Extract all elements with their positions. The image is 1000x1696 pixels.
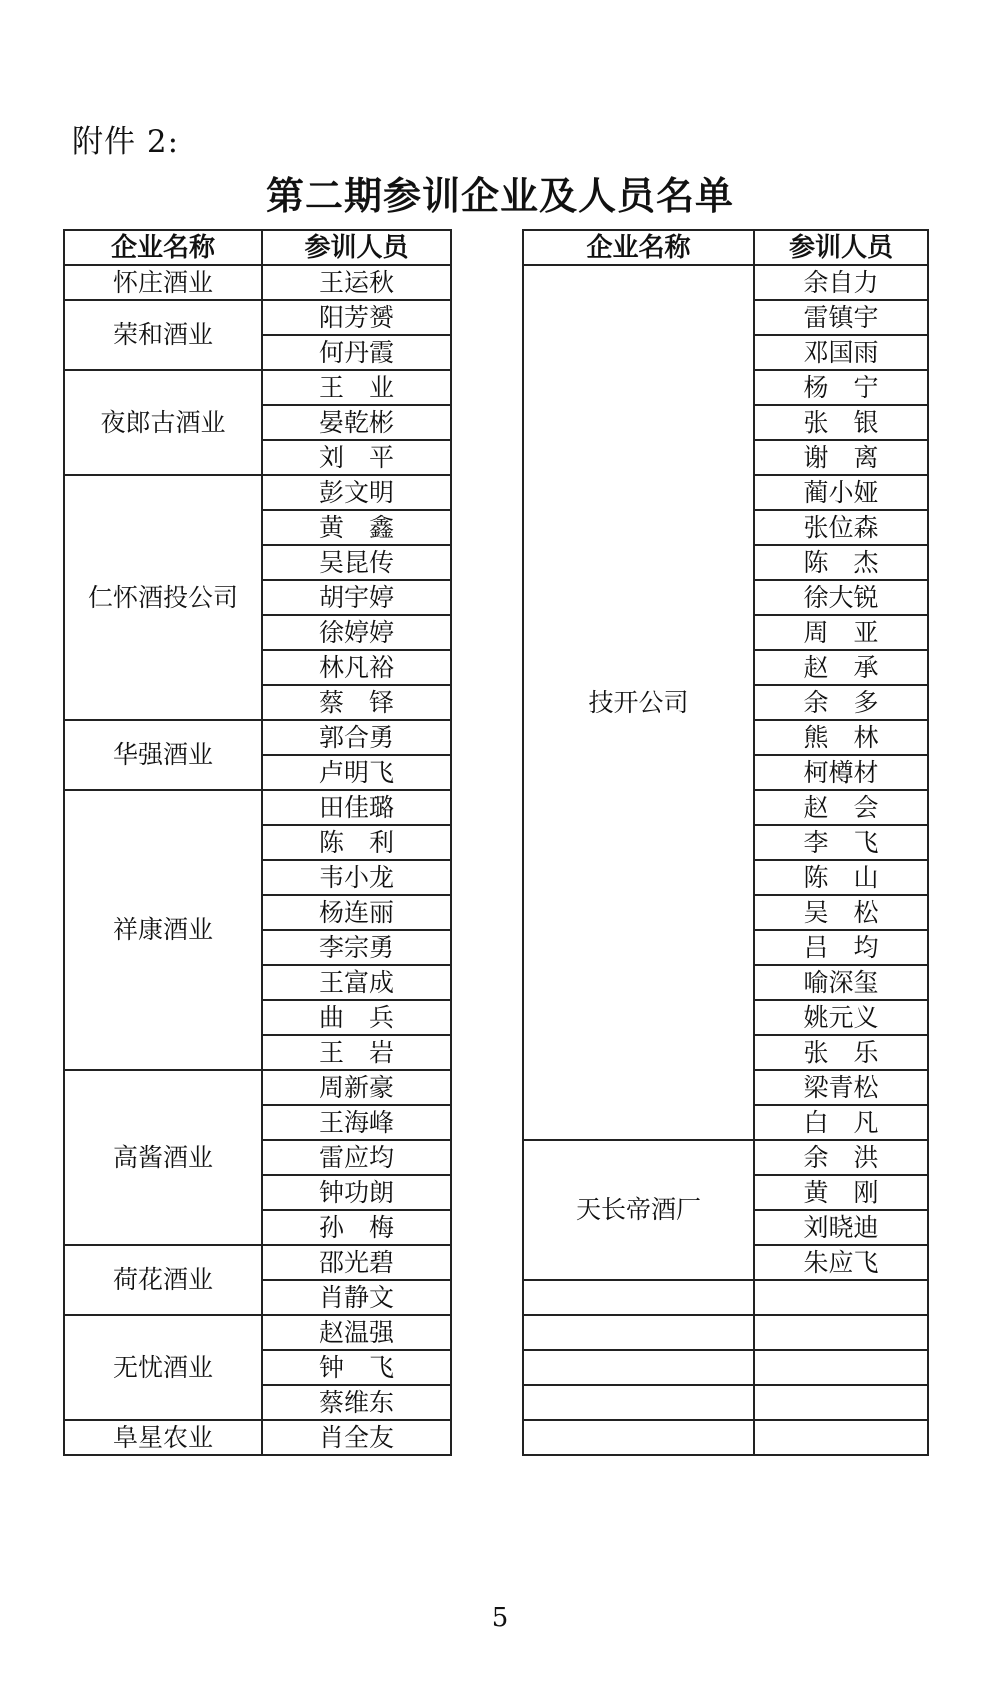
trainee-name-cell: 陈 山 [754,860,928,895]
company-name-cell: 荣和酒业 [64,300,262,370]
column-header-company: 企业名称 [64,230,262,265]
right-header-row [523,230,928,265]
trainee-name-cell: 胡宇婷 [262,580,451,615]
trainee-name-cell: 孙 梅 [262,1210,451,1245]
attachment-label: 附件 2: [72,124,180,160]
table-row [64,475,451,510]
trainee-name-cell: 蔡 铎 [262,685,451,720]
trainee-name-cell: 雷镇宇 [754,300,928,335]
trainee-name-cell: 徐婷婷 [262,615,451,650]
trainee-name-cell: 姚元义 [754,1000,928,1035]
trainee-name-cell: 朱应飞 [754,1245,928,1280]
trainee-name-cell: 王 业 [262,370,451,405]
blank-company-cell [523,1385,754,1420]
trainee-name-cell: 林凡裕 [262,650,451,685]
company-name-cell: 怀庄酒业 [64,265,262,300]
trainee-name-cell: 杨连丽 [262,895,451,930]
trainee-name-cell: 钟功朗 [262,1175,451,1210]
company-name-cell: 仁怀酒投公司 [64,475,262,720]
trainee-name-cell: 雷应均 [262,1140,451,1175]
trainee-name-cell: 韦小龙 [262,860,451,895]
blank-company-cell [523,1315,754,1350]
column-header-trainees: 参训人员 [754,230,928,265]
blank-trainee-cell [754,1315,928,1350]
trainee-name-cell: 王富成 [262,965,451,1000]
table-row [523,1140,928,1175]
table-row [64,790,451,825]
table-row [64,370,451,405]
company-name-cell: 阜星农业 [64,1420,262,1455]
table-row [64,1245,451,1280]
table-row [523,265,928,300]
blank-row [523,1385,928,1420]
trainee-name-cell: 张位森 [754,510,928,545]
trainee-name-cell: 黄 鑫 [262,510,451,545]
trainee-name-cell: 蔺小娅 [754,475,928,510]
trainee-name-cell: 陈 杰 [754,545,928,580]
trainee-name-cell: 王海峰 [262,1105,451,1140]
trainee-name-cell: 白 凡 [754,1105,928,1140]
trainee-name-cell: 何丹霞 [262,335,451,370]
trainee-name-cell: 喻深玺 [754,965,928,1000]
trainee-name-cell: 刘晓迪 [754,1210,928,1245]
table-row [64,300,451,335]
trainee-name-cell: 柯樽材 [754,755,928,790]
blank-company-cell [523,1420,754,1455]
trainee-name-cell: 李 飞 [754,825,928,860]
trainee-name-cell: 彭文明 [262,475,451,510]
blank-trainee-cell [754,1280,928,1315]
trainee-name-cell: 肖静文 [262,1280,451,1315]
trainee-name-cell: 李宗勇 [262,930,451,965]
company-name-cell: 天长帝酒厂 [523,1140,754,1280]
trainee-name-cell: 赵温强 [262,1315,451,1350]
page-number: 5 [491,1603,509,1633]
blank-trainee-cell [754,1385,928,1420]
trainee-name-cell: 余 多 [754,685,928,720]
company-name-cell: 荷花酒业 [64,1245,262,1315]
table-row [64,720,451,755]
trainee-name-cell: 王运秋 [262,265,451,300]
trainee-name-cell: 邵光碧 [262,1245,451,1280]
right-roster-table [522,229,929,1456]
blank-company-cell [523,1280,754,1315]
column-header-trainees: 参训人员 [262,230,451,265]
blank-row [523,1420,928,1455]
trainee-name-cell: 吴昆传 [262,545,451,580]
trainee-name-cell: 曲 兵 [262,1000,451,1035]
trainee-name-cell: 田佳璐 [262,790,451,825]
trainee-name-cell: 余自力 [754,265,928,300]
blank-row [523,1315,928,1350]
trainee-name-cell: 周 亚 [754,615,928,650]
trainee-name-cell: 赵 承 [754,650,928,685]
trainee-name-cell: 赵 会 [754,790,928,825]
trainee-name-cell: 王 岩 [262,1035,451,1070]
company-name-cell: 技开公司 [523,265,754,1140]
trainee-name-cell: 梁青松 [754,1070,928,1105]
trainee-name-cell: 刘 平 [262,440,451,475]
trainee-name-cell: 张 银 [754,405,928,440]
table-row [64,265,451,300]
trainee-name-cell: 陈 利 [262,825,451,860]
trainee-name-cell: 杨 宁 [754,370,928,405]
trainee-name-cell: 肖全友 [262,1420,451,1455]
trainee-name-cell: 吴 松 [754,895,928,930]
trainee-name-cell: 钟 飞 [262,1350,451,1385]
company-name-cell: 华强酒业 [64,720,262,790]
trainee-name-cell: 熊 林 [754,720,928,755]
trainee-name-cell: 阳芳赟 [262,300,451,335]
column-header-company: 企业名称 [523,230,754,265]
trainee-name-cell: 郭合勇 [262,720,451,755]
table-row [64,1420,451,1455]
trainee-name-cell: 谢 离 [754,440,928,475]
blank-trainee-cell [754,1350,928,1385]
trainee-name-cell: 徐大锐 [754,580,928,615]
table-row [64,1070,451,1105]
trainee-name-cell: 吕 均 [754,930,928,965]
company-name-cell: 夜郎古酒业 [64,370,262,475]
trainee-name-cell: 周新豪 [262,1070,451,1105]
trainee-name-cell: 蔡维东 [262,1385,451,1420]
trainee-name-cell: 晏乾彬 [262,405,451,440]
trainee-name-cell: 邓国雨 [754,335,928,370]
table-row [64,1315,451,1350]
document-title: 第二期参训企业及人员名单 [265,173,734,218]
trainee-name-cell: 卢明飞 [262,755,451,790]
company-name-cell: 祥康酒业 [64,790,262,1070]
blank-trainee-cell [754,1420,928,1455]
company-name-cell: 无忧酒业 [64,1315,262,1420]
blank-row [523,1350,928,1385]
left-roster-table [63,229,452,1456]
company-name-cell: 高酱酒业 [64,1070,262,1245]
blank-row [523,1280,928,1315]
blank-company-cell [523,1350,754,1385]
left-header-row [64,230,451,265]
trainee-name-cell: 张 乐 [754,1035,928,1070]
trainee-name-cell: 余 洪 [754,1140,928,1175]
trainee-name-cell: 黄 刚 [754,1175,928,1210]
